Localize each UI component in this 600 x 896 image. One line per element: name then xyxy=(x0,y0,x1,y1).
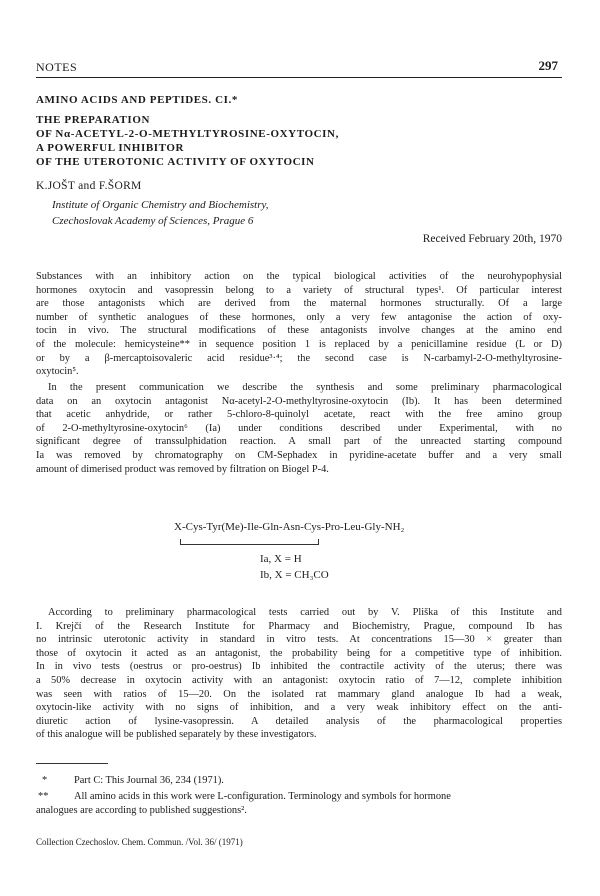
footnote-text: analogues are according to published suggestions². xyxy=(36,805,247,816)
compound-ib: Ib, X = CH₃CO xyxy=(260,569,329,581)
received-date: Received February 20th, 1970 xyxy=(422,233,562,245)
footnote-rule xyxy=(36,763,108,764)
text-line: those of oxytocin it acted as an antagonist, the probability being for a competitive type of inhibition. xyxy=(36,647,562,659)
paragraph-pharmacology xyxy=(36,606,562,742)
text-line: that acetic anhydride, or rather 5-chloro-8-quinolyl acetate, react with the free amino group xyxy=(36,409,562,421)
section-header: NOTES xyxy=(36,60,78,74)
text-line: data on an oxytocin antagonist Nα-acetyl-2-O-methyltyrosine-oxytocin (Ib). It has been determined xyxy=(36,395,562,407)
text-line: diuretic action of lysine-vasopressin. A detailed analysis of the pharmacological properties xyxy=(36,715,562,727)
text-line: or by a β-mercaptoisovaleric acid residue³·⁴; the second case is N-carbamyl-2-O-methyltyrosine- xyxy=(36,352,562,364)
text-line: are those antagonists which are derived from the maternal hormones structurally. Of a large xyxy=(36,298,562,310)
text-line: amount of dimerised product was removed by filtration on Biogel P-4. xyxy=(36,463,329,475)
text-line: hormones oxytocin and vasopressin belong to a variety of structural types¹. Of particular interest xyxy=(36,284,562,296)
text-line: of 2-O-methyltyrosine-oxytocin⁶ (Ia) under conditions described under Experimental, with no xyxy=(36,422,562,434)
text-line: In in vivo tests (oestrus or pro-oestrus) Ib inhibited the contractile activity of the uterus; there was xyxy=(36,661,562,673)
text-line: significant degree of transsulphidation reaction. A small part of the unreacted starting compound xyxy=(36,436,562,448)
title-line: OF THE UTEROTONIC ACTIVITY OF OXYTOCIN xyxy=(36,156,315,168)
article-title xyxy=(36,113,339,169)
text-line: tocin in vivo. The structural modifications of these antagonists involve changes at the amino end xyxy=(36,325,562,337)
peptide-sequence: X-Cys-Tyr(Me)-Ile-Gln-Asn-Cys-Pro-Leu-Gly-NH₂ xyxy=(174,521,405,533)
text-line: was seen with ratios of 15—20. On the isolated rat mammary gland analogue Ib had a weak, xyxy=(36,688,562,700)
header-rule xyxy=(36,77,562,78)
footnote-text: Part C: This Journal 36, 234 (1971). xyxy=(74,775,224,786)
paragraph-synthesis xyxy=(36,381,562,476)
text-line: no intrinsic uterotonic activity in standard in vitro tests. At concentrations 15—30 × greater than xyxy=(36,634,562,646)
authors: K.JOŠT and F.ŠORM xyxy=(36,180,142,192)
compound-ia: Ia, X = H xyxy=(260,553,302,565)
series-title: AMINO ACIDS AND PEPTIDES. CI.* xyxy=(36,94,238,106)
journal-footer: Collection Czechoslov. Chem. Commun. /Vol. 36/ (1971) xyxy=(36,837,243,847)
text-line: oxytocin-like activity with no signs of inhibition, and a very weak inhibitory effect on the anti- xyxy=(36,702,562,714)
text-line: In the present communication we describe the synthesis and some preliminary pharmacological xyxy=(48,382,562,393)
page-number: 297 xyxy=(538,58,558,73)
footnote-text: All amino acids in this work were L-configuration. Terminology and symbols for hormone xyxy=(74,791,451,802)
text-line: Substances with an inhibitory action on the typical biological activities of the neurohypophysial xyxy=(36,271,562,282)
paragraph-intro xyxy=(36,270,562,379)
title-line: THE PREPARATION xyxy=(36,114,151,126)
text-line: I. Krejčí of the Research Institute for Pharmacy and Biochemistry, Prague, compound Ib has xyxy=(36,620,562,632)
footnote-marker: ** xyxy=(38,791,49,802)
disulfide-bridge xyxy=(180,539,319,545)
affiliation-line: Czechoslovak Academy of Sciences, Prague 6 xyxy=(52,215,254,227)
text-line: a 50% decrease in oxytocin activity with an antagonist: oxytocin ratio of 7—12, complete inhibition xyxy=(36,674,562,686)
text-line: According to preliminary pharmacological tests carried out by V. Pliška of this Institute and xyxy=(48,607,562,618)
footnote-marker: * xyxy=(42,775,48,786)
text-line: of this analogue will be published separately by these investigators. xyxy=(36,729,317,741)
text-line: oxytocin⁵. xyxy=(36,366,79,378)
text-line: of the molecule: hemicysteine** in sequence position 1 is replaced by a penicillamine residue (L or D) xyxy=(36,338,562,350)
text-line: Ia was removed by chromatography on CM-Sephadex in pyridine-acetate buffer and a very small xyxy=(36,449,562,461)
text-line: number of synthetic analogues of these hormones, only a very few antagonise the action of oxy- xyxy=(36,311,562,323)
title-line: A POWERFUL INHIBITOR xyxy=(36,142,185,154)
affiliation-line: Institute of Organic Chemistry and Biochemistry, xyxy=(52,199,269,211)
title-line: OF Nα-ACETYL-2-O-METHYLTYROSINE-OXYTOCIN, xyxy=(36,128,339,140)
